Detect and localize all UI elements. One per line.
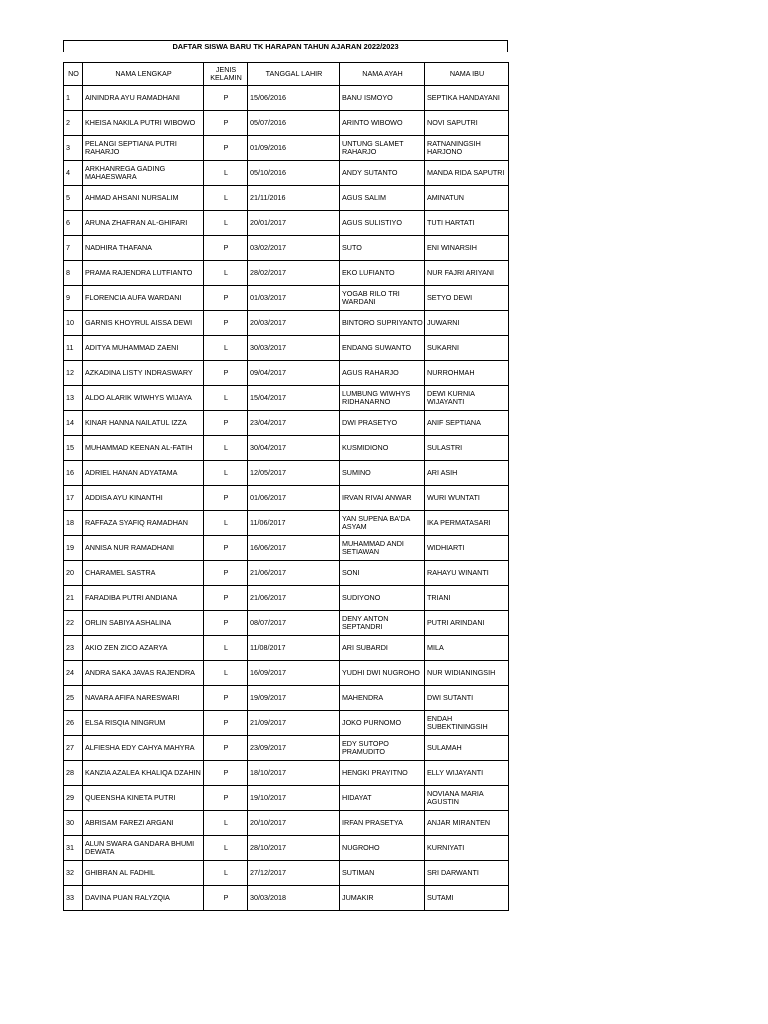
cell-no: 6 xyxy=(64,211,83,236)
cell-nama-ayah: AGUS SALIM xyxy=(340,186,425,211)
cell-tanggal-lahir: 05/10/2016 xyxy=(248,161,340,186)
cell-nama-ibu: SULASTRI xyxy=(425,436,509,461)
cell-jenis-kelamin: L xyxy=(204,211,248,236)
table-row xyxy=(64,836,509,861)
cell-tanggal-lahir: 15/04/2017 xyxy=(248,386,340,411)
cell-nama-ayah: AGUS SULISTIYO xyxy=(340,211,425,236)
table-row xyxy=(64,436,509,461)
cell-nama-ibu: SUTAMI xyxy=(425,886,509,911)
table-body xyxy=(64,86,509,911)
cell-nama-ayah: NUGROHO xyxy=(340,836,425,861)
cell-jenis-kelamin: L xyxy=(204,436,248,461)
cell-nama-ibu: ANIF SEPTIANA xyxy=(425,411,509,436)
cell-no: 23 xyxy=(64,636,83,661)
cell-nama-ibu: SULAMAH xyxy=(425,736,509,761)
cell-nama-lengkap: ALFIESHA EDY CAHYA MAHYRA xyxy=(83,736,204,761)
cell-no: 1 xyxy=(64,86,83,111)
cell-nama-ayah: IRVAN RIVAI ANWAR xyxy=(340,486,425,511)
table-row xyxy=(64,736,509,761)
cell-tanggal-lahir: 19/09/2017 xyxy=(248,686,340,711)
table-row xyxy=(64,686,509,711)
cell-nama-ibu: SETYO DEWI xyxy=(425,286,509,311)
cell-tanggal-lahir: 23/04/2017 xyxy=(248,411,340,436)
cell-tanggal-lahir: 30/03/2018 xyxy=(248,886,340,911)
cell-jenis-kelamin: P xyxy=(204,111,248,136)
cell-jenis-kelamin: P xyxy=(204,586,248,611)
cell-nama-lengkap: KANZIA AZALEA KHALIQA DZAHIN xyxy=(83,761,204,786)
cell-nama-lengkap: KINAR HANNA NAILATUL IZZA xyxy=(83,411,204,436)
cell-no: 21 xyxy=(64,586,83,611)
cell-no: 20 xyxy=(64,561,83,586)
table-row xyxy=(64,861,509,886)
cell-nama-ibu: ELLY WIJAYANTI xyxy=(425,761,509,786)
cell-tanggal-lahir: 16/09/2017 xyxy=(248,661,340,686)
cell-nama-ayah: UNTUNG SLAMET RAHARJO xyxy=(340,136,425,161)
cell-nama-ayah: KUSMIDIONO xyxy=(340,436,425,461)
cell-jenis-kelamin: L xyxy=(204,186,248,211)
cell-nama-ibu: ANJAR MIRANTEN xyxy=(425,811,509,836)
table-row xyxy=(64,236,509,261)
cell-jenis-kelamin: P xyxy=(204,361,248,386)
cell-jenis-kelamin: L xyxy=(204,511,248,536)
cell-no: 9 xyxy=(64,286,83,311)
cell-tanggal-lahir: 16/06/2017 xyxy=(248,536,340,561)
cell-nama-lengkap: ALUN SWARA GANDARA BHUMI DEWATA xyxy=(83,836,204,861)
cell-nama-lengkap: ARKHANREGA GADING MAHAESWARA xyxy=(83,161,204,186)
table-row xyxy=(64,361,509,386)
cell-jenis-kelamin: P xyxy=(204,761,248,786)
cell-jenis-kelamin: L xyxy=(204,636,248,661)
cell-nama-ayah: LUMBUNG WIWHYS RIDHANARNO xyxy=(340,386,425,411)
table-row xyxy=(64,711,509,736)
cell-nama-ibu: NOVI SAPUTRI xyxy=(425,111,509,136)
table-row xyxy=(64,286,509,311)
cell-tanggal-lahir: 09/04/2017 xyxy=(248,361,340,386)
cell-tanggal-lahir: 12/05/2017 xyxy=(248,461,340,486)
cell-tanggal-lahir: 01/06/2017 xyxy=(248,486,340,511)
table-row xyxy=(64,611,509,636)
cell-no: 19 xyxy=(64,536,83,561)
cell-nama-lengkap: ABRISAM FAREZI ARGANI xyxy=(83,811,204,836)
cell-nama-ayah: SUDIYONO xyxy=(340,586,425,611)
cell-jenis-kelamin: P xyxy=(204,286,248,311)
cell-nama-lengkap: CHARAMEL SASTRA xyxy=(83,561,204,586)
cell-jenis-kelamin: P xyxy=(204,136,248,161)
cell-nama-ayah: SUTIMAN xyxy=(340,861,425,886)
header-nama-ibu: NAMA IBU xyxy=(425,63,509,86)
table-header-row xyxy=(64,63,509,86)
cell-jenis-kelamin: P xyxy=(204,411,248,436)
cell-jenis-kelamin: P xyxy=(204,86,248,111)
cell-no: 26 xyxy=(64,711,83,736)
cell-nama-lengkap: MUHAMMAD KEENAN AL-FATIH xyxy=(83,436,204,461)
cell-nama-lengkap: ADDISA AYU KINANTHI xyxy=(83,486,204,511)
table-row xyxy=(64,161,509,186)
cell-nama-lengkap: PELANGI SEPTIANA PUTRI RAHARJO xyxy=(83,136,204,161)
cell-nama-lengkap: PRAMA RAJENDRA LUTFIANTO xyxy=(83,261,204,286)
title-spacer xyxy=(63,52,508,62)
cell-nama-ibu: MANDA RIDA SAPUTRI xyxy=(425,161,509,186)
cell-jenis-kelamin: P xyxy=(204,486,248,511)
header-no: NO xyxy=(64,63,83,86)
cell-nama-ayah: SONI xyxy=(340,561,425,586)
cell-no: 30 xyxy=(64,811,83,836)
cell-no: 11 xyxy=(64,336,83,361)
cell-nama-ibu: TRIANI xyxy=(425,586,509,611)
cell-nama-ayah: DWI PRASETYO xyxy=(340,411,425,436)
cell-tanggal-lahir: 11/06/2017 xyxy=(248,511,340,536)
sheet-title: DAFTAR SISWA BARU TK HARAPAN TAHUN AJARAN 2022/2023 xyxy=(63,40,508,52)
cell-no: 10 xyxy=(64,311,83,336)
cell-no: 25 xyxy=(64,686,83,711)
cell-no: 17 xyxy=(64,486,83,511)
cell-nama-ibu: ENDAH SUBEKTININGSIH xyxy=(425,711,509,736)
cell-tanggal-lahir: 19/10/2017 xyxy=(248,786,340,811)
cell-tanggal-lahir: 21/09/2017 xyxy=(248,711,340,736)
cell-no: 7 xyxy=(64,236,83,261)
cell-tanggal-lahir: 15/06/2016 xyxy=(248,86,340,111)
cell-nama-ayah: HENGKI PRAYITNO xyxy=(340,761,425,786)
cell-nama-lengkap: AKIO ZEN ZICO AZARYA xyxy=(83,636,204,661)
cell-no: 31 xyxy=(64,836,83,861)
cell-jenis-kelamin: P xyxy=(204,236,248,261)
table-row xyxy=(64,86,509,111)
cell-nama-ayah: DENY ANTON SEPTANDRI xyxy=(340,611,425,636)
cell-nama-ayah: EDY SUTOPO PRAMUDITO xyxy=(340,736,425,761)
cell-nama-lengkap: FLORENCIA AUFA WARDANI xyxy=(83,286,204,311)
cell-nama-lengkap: ADRIEL HANAN ADYATAMA xyxy=(83,461,204,486)
student-table xyxy=(63,62,509,911)
table-row xyxy=(64,186,509,211)
cell-tanggal-lahir: 30/04/2017 xyxy=(248,436,340,461)
table-row xyxy=(64,811,509,836)
cell-no: 8 xyxy=(64,261,83,286)
table-row xyxy=(64,511,509,536)
cell-nama-ibu: AMINATUN xyxy=(425,186,509,211)
cell-nama-lengkap: AININDRA AYU RAMADHANI xyxy=(83,86,204,111)
cell-jenis-kelamin: P xyxy=(204,611,248,636)
cell-nama-ayah: EKO LUFIANTO xyxy=(340,261,425,286)
cell-nama-ayah: ANDY SUTANTO xyxy=(340,161,425,186)
cell-tanggal-lahir: 28/10/2017 xyxy=(248,836,340,861)
cell-nama-ayah: BANU ISMOYO xyxy=(340,86,425,111)
cell-nama-lengkap: FARADIBA PUTRI ANDIANA xyxy=(83,586,204,611)
table-row xyxy=(64,886,509,911)
table-row xyxy=(64,761,509,786)
cell-jenis-kelamin: L xyxy=(204,461,248,486)
cell-nama-ibu: RAHAYU WINANTI xyxy=(425,561,509,586)
cell-nama-ayah: YAN SUPENA BA'DA ASYAM xyxy=(340,511,425,536)
cell-nama-ayah: AGUS RAHARJO xyxy=(340,361,425,386)
cell-nama-ayah: YOGAB RILO TRI WARDANI xyxy=(340,286,425,311)
table-row xyxy=(64,111,509,136)
cell-nama-ibu: SRI DARWANTI xyxy=(425,861,509,886)
cell-nama-ibu: SEPTIKA HANDAYANI xyxy=(425,86,509,111)
cell-nama-lengkap: ELSA RISQIA NINGRUM xyxy=(83,711,204,736)
cell-nama-ibu: PUTRI ARINDANI xyxy=(425,611,509,636)
cell-tanggal-lahir: 01/09/2016 xyxy=(248,136,340,161)
cell-nama-ayah: MUHAMMAD ANDI SETIAWAN xyxy=(340,536,425,561)
table-row xyxy=(64,661,509,686)
cell-nama-ayah: SUTO xyxy=(340,236,425,261)
cell-nama-ibu: MILA xyxy=(425,636,509,661)
header-tanggal-lahir: TANGGAL LAHIR xyxy=(248,63,340,86)
cell-no: 5 xyxy=(64,186,83,211)
table-row xyxy=(64,386,509,411)
cell-nama-lengkap: ARUNA ZHAFRAN AL-GHIFARI xyxy=(83,211,204,236)
cell-no: 12 xyxy=(64,361,83,386)
cell-nama-lengkap: NADHIRA THAFANA xyxy=(83,236,204,261)
cell-jenis-kelamin: P xyxy=(204,311,248,336)
cell-tanggal-lahir: 21/06/2017 xyxy=(248,561,340,586)
cell-no: 16 xyxy=(64,461,83,486)
header-nama-lengkap: NAMA LENGKAP xyxy=(83,63,204,86)
cell-nama-lengkap: QUEENSHA KINETA PUTRI xyxy=(83,786,204,811)
table-row xyxy=(64,586,509,611)
table-row xyxy=(64,311,509,336)
table-row xyxy=(64,461,509,486)
cell-jenis-kelamin: P xyxy=(204,711,248,736)
cell-nama-lengkap: AZKADINA LISTY INDRASWARY xyxy=(83,361,204,386)
cell-nama-ibu: DWI SUTANTI xyxy=(425,686,509,711)
cell-nama-ayah: JUMAKIR xyxy=(340,886,425,911)
cell-tanggal-lahir: 28/02/2017 xyxy=(248,261,340,286)
cell-no: 32 xyxy=(64,861,83,886)
cell-tanggal-lahir: 18/10/2017 xyxy=(248,761,340,786)
table-row xyxy=(64,636,509,661)
cell-nama-ibu: NURROHMAH xyxy=(425,361,509,386)
cell-nama-lengkap: ORLIN SABIYA ASHALINA xyxy=(83,611,204,636)
cell-nama-lengkap: AHMAD AHSANI NURSALIM xyxy=(83,186,204,211)
cell-nama-ayah: IRFAN PRASETYA xyxy=(340,811,425,836)
cell-jenis-kelamin: L xyxy=(204,261,248,286)
cell-no: 24 xyxy=(64,661,83,686)
cell-nama-ibu: IKA PERMATASARI xyxy=(425,511,509,536)
cell-jenis-kelamin: P xyxy=(204,686,248,711)
cell-nama-lengkap: KHEISA NAKILA PUTRI WIBOWO xyxy=(83,111,204,136)
table-row xyxy=(64,336,509,361)
cell-jenis-kelamin: L xyxy=(204,386,248,411)
table-row xyxy=(64,786,509,811)
cell-nama-ayah: ARI SUBARDI xyxy=(340,636,425,661)
header-nama-ayah: NAMA AYAH xyxy=(340,63,425,86)
cell-no: 27 xyxy=(64,736,83,761)
cell-nama-lengkap: GARNIS KHOYRUL AISSA DEWI xyxy=(83,311,204,336)
cell-nama-lengkap: NAVARA AFIFA NARESWARI xyxy=(83,686,204,711)
table-row xyxy=(64,486,509,511)
cell-nama-ibu: SUKARNI xyxy=(425,336,509,361)
cell-jenis-kelamin: P xyxy=(204,561,248,586)
cell-tanggal-lahir: 03/02/2017 xyxy=(248,236,340,261)
cell-nama-ibu: JUWARNI xyxy=(425,311,509,336)
student-list-sheet xyxy=(63,40,508,911)
cell-nama-ibu: WIDHIARTI xyxy=(425,536,509,561)
cell-jenis-kelamin: L xyxy=(204,811,248,836)
cell-no: 14 xyxy=(64,411,83,436)
cell-jenis-kelamin: L xyxy=(204,661,248,686)
cell-no: 29 xyxy=(64,786,83,811)
cell-nama-ibu: NOVIANA MARIA AGUSTIN xyxy=(425,786,509,811)
cell-nama-ibu: ARI ASIH xyxy=(425,461,509,486)
table-row xyxy=(64,536,509,561)
cell-nama-ibu: WURI WUNTATI xyxy=(425,486,509,511)
cell-nama-ayah: JOKO PURNOMO xyxy=(340,711,425,736)
cell-nama-ayah: SUMINO xyxy=(340,461,425,486)
cell-nama-ibu: KURNIYATI xyxy=(425,836,509,861)
cell-tanggal-lahir: 11/08/2017 xyxy=(248,636,340,661)
cell-no: 33 xyxy=(64,886,83,911)
cell-jenis-kelamin: P xyxy=(204,786,248,811)
cell-nama-ayah: ARINTO WIBOWO xyxy=(340,111,425,136)
cell-nama-lengkap: ALDO ALARIK WIWHYS WIJAYA xyxy=(83,386,204,411)
cell-no: 4 xyxy=(64,161,83,186)
cell-tanggal-lahir: 20/03/2017 xyxy=(248,311,340,336)
cell-no: 2 xyxy=(64,111,83,136)
table-row xyxy=(64,211,509,236)
cell-tanggal-lahir: 27/12/2017 xyxy=(248,861,340,886)
cell-jenis-kelamin: L xyxy=(204,836,248,861)
cell-no: 15 xyxy=(64,436,83,461)
cell-tanggal-lahir: 05/07/2016 xyxy=(248,111,340,136)
cell-nama-ayah: MAHENDRA xyxy=(340,686,425,711)
cell-tanggal-lahir: 21/06/2017 xyxy=(248,586,340,611)
cell-nama-ayah: BINTORO SUPRIYANTO xyxy=(340,311,425,336)
cell-nama-lengkap: ANNISA NUR RAMADHANI xyxy=(83,536,204,561)
cell-jenis-kelamin: L xyxy=(204,336,248,361)
table-row xyxy=(64,136,509,161)
cell-tanggal-lahir: 23/09/2017 xyxy=(248,736,340,761)
cell-no: 28 xyxy=(64,761,83,786)
cell-jenis-kelamin: P xyxy=(204,886,248,911)
cell-nama-ayah: YUDHI DWI NUGROHO xyxy=(340,661,425,686)
table-row xyxy=(64,261,509,286)
cell-tanggal-lahir: 08/07/2017 xyxy=(248,611,340,636)
cell-no: 13 xyxy=(64,386,83,411)
cell-jenis-kelamin: P xyxy=(204,736,248,761)
cell-no: 22 xyxy=(64,611,83,636)
cell-nama-lengkap: DAVINA PUAN RALYZQIA xyxy=(83,886,204,911)
cell-nama-lengkap: ADITYA MUHAMMAD ZAENI xyxy=(83,336,204,361)
cell-nama-lengkap: RAFFAZA SYAFIQ RAMADHAN xyxy=(83,511,204,536)
cell-nama-ibu: DEWI KURNIA WIJAYANTI xyxy=(425,386,509,411)
cell-nama-ibu: NUR WIDIANINGSIH xyxy=(425,661,509,686)
cell-nama-lengkap: ANDRA SAKA JAVAS RAJENDRA xyxy=(83,661,204,686)
cell-tanggal-lahir: 30/03/2017 xyxy=(248,336,340,361)
cell-nama-ayah: ENDANG SUWANTO xyxy=(340,336,425,361)
cell-nama-ayah: HIDAYAT xyxy=(340,786,425,811)
cell-nama-lengkap: GHIBRAN AL FADHIL xyxy=(83,861,204,886)
cell-no: 3 xyxy=(64,136,83,161)
cell-tanggal-lahir: 01/03/2017 xyxy=(248,286,340,311)
cell-jenis-kelamin: P xyxy=(204,536,248,561)
cell-nama-ibu: RATNANINGSIH HARJONO xyxy=(425,136,509,161)
table-row xyxy=(64,411,509,436)
cell-jenis-kelamin: L xyxy=(204,161,248,186)
cell-tanggal-lahir: 20/01/2017 xyxy=(248,211,340,236)
cell-nama-ibu: ENI WINARSIH xyxy=(425,236,509,261)
cell-jenis-kelamin: L xyxy=(204,861,248,886)
cell-no: 18 xyxy=(64,511,83,536)
table-row xyxy=(64,561,509,586)
cell-nama-ibu: TUTI HARTATI xyxy=(425,211,509,236)
cell-tanggal-lahir: 20/10/2017 xyxy=(248,811,340,836)
header-jenis-kelamin: JENIS KELAMIN xyxy=(204,63,248,86)
cell-tanggal-lahir: 21/11/2016 xyxy=(248,186,340,211)
cell-nama-ibu: NUR FAJRI ARIYANI xyxy=(425,261,509,286)
